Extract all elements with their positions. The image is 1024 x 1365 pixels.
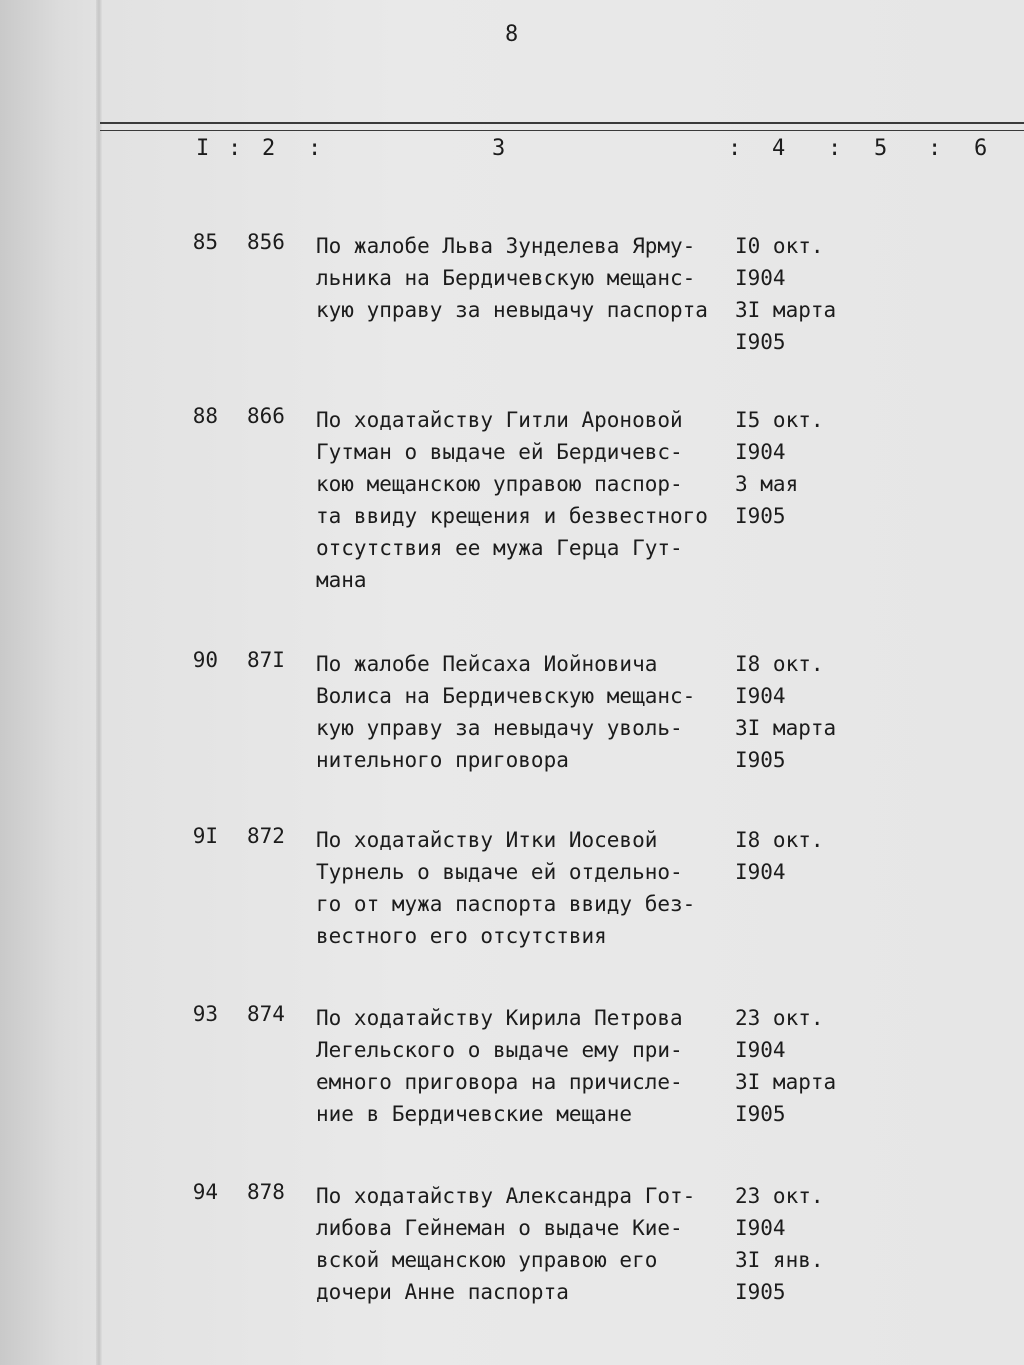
description-line: нительного приговора bbox=[316, 748, 569, 772]
description-line: По жалобе Пейсаха Иойновича bbox=[316, 652, 658, 676]
start-year: I904 bbox=[735, 684, 786, 708]
end-year: I905 bbox=[735, 504, 786, 528]
entry-dates bbox=[735, 230, 875, 358]
description-line: По ходатайству Гитли Ароновой bbox=[316, 408, 683, 432]
entry-dates bbox=[735, 648, 875, 776]
description-line: го от мужа паспорта ввиду без- bbox=[316, 892, 696, 916]
entry-number: 94 bbox=[192, 1180, 218, 1204]
description-line: отсутствия ее мужа Герца Гут- bbox=[316, 536, 683, 560]
page-number: 8 bbox=[505, 22, 519, 47]
entry-dates bbox=[735, 1002, 875, 1130]
column-number: 3 bbox=[492, 136, 506, 161]
entry-number: 88 bbox=[192, 404, 218, 428]
description-line: кую управу за невыдачу паспорта bbox=[316, 298, 708, 322]
end-date: 3I марта bbox=[735, 716, 837, 740]
case-number: 87I bbox=[247, 648, 285, 672]
entry-number: 93 bbox=[192, 1002, 218, 1026]
description-line: Легельского о выдаче ему при- bbox=[316, 1038, 683, 1062]
description-line: По жалобе Льва Зунделева Ярму- bbox=[316, 234, 696, 258]
entry-dates bbox=[735, 824, 875, 888]
column-separator: : bbox=[228, 136, 242, 161]
entry-description bbox=[316, 1002, 746, 1130]
column-separator: : bbox=[728, 136, 742, 161]
case-number: 856 bbox=[247, 230, 285, 254]
description-line: кую управу за невыдачу уволь- bbox=[316, 716, 683, 740]
end-date: 3I янв. bbox=[735, 1248, 824, 1272]
end-date: 3 мая bbox=[735, 472, 799, 496]
start-date: 23 окт. bbox=[735, 1184, 824, 1208]
description-line: вской мещанскою управою его bbox=[316, 1248, 658, 1272]
start-date: I5 окт. bbox=[735, 408, 824, 432]
header-rule-bottom bbox=[100, 130, 1024, 131]
description-line: дочери Анне паспорта bbox=[316, 1280, 569, 1304]
description-line: мана bbox=[316, 568, 367, 592]
end-date: 3I марта bbox=[735, 1070, 837, 1094]
column-number: I bbox=[196, 136, 210, 161]
description-line: Турнель о выдаче ей отдельно- bbox=[316, 860, 683, 884]
end-year: I905 bbox=[735, 330, 786, 354]
start-date: I8 окт. bbox=[735, 828, 824, 852]
start-date: I8 окт. bbox=[735, 652, 824, 676]
column-number: 4 bbox=[772, 136, 786, 161]
case-number: 874 bbox=[247, 1002, 285, 1026]
description-line: По ходатайству Александра Гот- bbox=[316, 1184, 696, 1208]
end-year: I905 bbox=[735, 748, 786, 772]
case-number: 878 bbox=[247, 1180, 285, 1204]
case-number: 866 bbox=[247, 404, 285, 428]
column-separator: : bbox=[308, 136, 322, 161]
entry-description bbox=[316, 648, 746, 776]
entry-description bbox=[316, 824, 746, 952]
start-year: I904 bbox=[735, 266, 786, 290]
start-year: I904 bbox=[735, 440, 786, 464]
start-date: I0 окт. bbox=[735, 234, 824, 258]
entry-description bbox=[316, 404, 746, 596]
description-line: ние в Бердичевские мещане bbox=[316, 1102, 633, 1126]
entry-number: 85 bbox=[192, 230, 218, 254]
end-date: 3I марта bbox=[735, 298, 837, 322]
entry-number: 90 bbox=[192, 648, 218, 672]
description-line: либова Гейнеман о выдаче Кие- bbox=[316, 1216, 683, 1240]
description-line: Гутман о выдаче ей Бердичевс- bbox=[316, 440, 683, 464]
description-line: льника на Бердичевскую мещанс- bbox=[316, 266, 696, 290]
entry-description bbox=[316, 230, 746, 326]
end-year: I905 bbox=[735, 1102, 786, 1126]
description-line: вестного его отсутствия bbox=[316, 924, 607, 948]
column-separator: : bbox=[828, 136, 842, 161]
end-year: I905 bbox=[735, 1280, 786, 1304]
description-line: та ввиду крещения и безвестного bbox=[316, 504, 708, 528]
entry-dates bbox=[735, 404, 875, 532]
column-number: 2 bbox=[262, 136, 276, 161]
description-line: емного приговора на причисле- bbox=[316, 1070, 683, 1094]
header-rule-top bbox=[100, 122, 1024, 124]
description-line: По ходатайству Кирила Петрова bbox=[316, 1006, 683, 1030]
start-year: I904 bbox=[735, 1038, 786, 1062]
column-number: 5 bbox=[874, 136, 888, 161]
column-number: 6 bbox=[974, 136, 988, 161]
entry-number: 9I bbox=[192, 824, 218, 848]
entry-dates bbox=[735, 1180, 875, 1308]
description-line: кою мещанскою управою паспор- bbox=[316, 472, 683, 496]
start-date: 23 окт. bbox=[735, 1006, 824, 1030]
description-line: Волиса на Бердичевскую мещанс- bbox=[316, 684, 696, 708]
entry-description bbox=[316, 1180, 746, 1308]
start-year: I904 bbox=[735, 860, 786, 884]
start-year: I904 bbox=[735, 1216, 786, 1240]
page-binding-shadow bbox=[96, 0, 102, 1365]
column-separator: : bbox=[928, 136, 942, 161]
description-line: По ходатайству Итки Иосевой bbox=[316, 828, 658, 852]
case-number: 872 bbox=[247, 824, 285, 848]
column-number-header bbox=[0, 136, 1024, 176]
